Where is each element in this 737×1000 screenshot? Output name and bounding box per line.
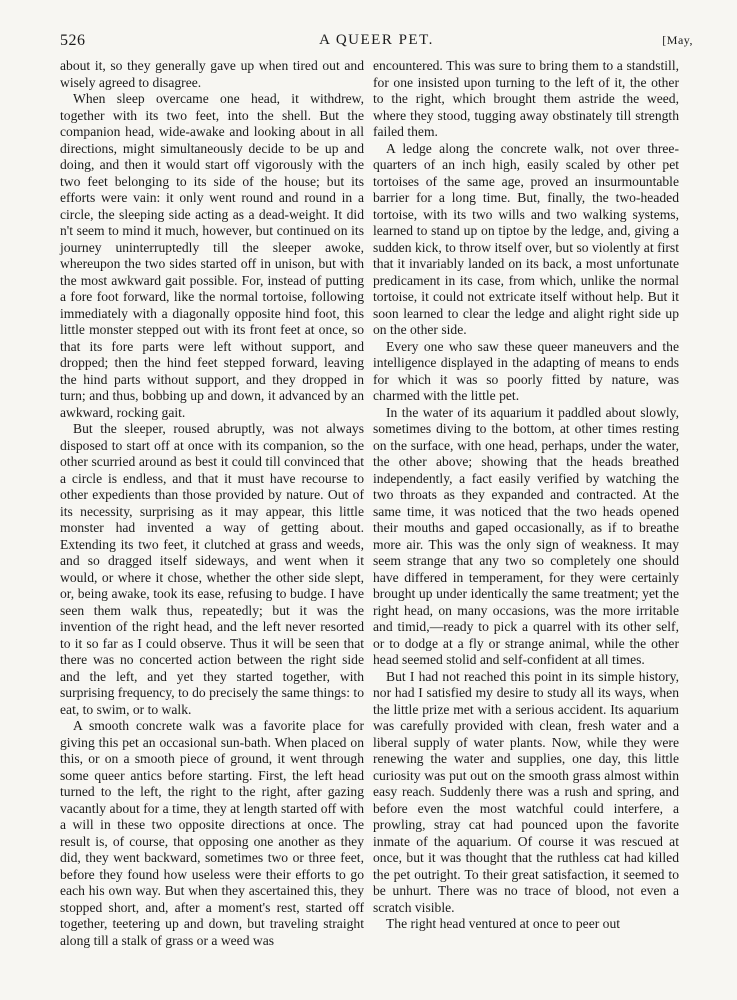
paragraph: A smooth concrete walk was a favorite place for giving this pet an occasional sun-bath. When placed on this, or on a smooth piece of ground, it went through some queer antics before starting. First, the left head turned to the left, the right to the right, after gazing vacantly about for a time, they at length started off with a will in these two opposite directions at once. The result is, of course, that opposing one another as they did, they went backward, sometimes two or three feet, before they found how useless were their efforts to go each his own way. But when they ascertained this, they stopped short, and, after a moment's rest, started off together, teetering up and down, but traveling straight along till a stalk of grass or a weed was (60, 718, 364, 948)
paragraph: But the sleeper, roused abruptly, was not always disposed to start off at once with its companion, so the other scurried around as best it could till convinced that a circle is endless, and that it must have recourse to other expedients than those provided by nature. Out of its necessity, surprising as it may appear, this little monster had invented a way of getting about. Extending its two feet, it clutched at grass and weeds, and so dragged itself sideways, and went when it would, or where it chose, whether the other side slept, or, being awake, took its ease, refusing to budge. I have seen them walk thus, repeatedly; but it was the invention of the right head, and the left never resorted to it so far as I could observe. Thus it will be seen that there was no concerted action between the right side and the left, and yet they started together, with surprising frequency, to do precisely the same things: to eat, to swim, or to walk. (60, 421, 364, 717)
right-column (373, 58, 679, 933)
running-title: A QUEER PET. (319, 32, 434, 48)
paragraph: Every one who saw these queer maneuvers and the intelligence displayed in the adapting of means to ends for which it was so poorly fitted by nature, was charmed with the little pet. (373, 338, 679, 403)
paragraph: When sleep overcame one head, it withdrew, together with its two feet, into the shell. But the companion head, wide-awake and looking about in all directions, might simultaneously decide to be up and doing, and then it would start off vigorously with the two feet belonging to its side of the house; but its efforts were vain: it only went round and round in a circle, the sleeping side acting as a dead-weight. It did n't seem to mind it much, however, but continued on its journey uninterruptedly till the sleeper awoke, whereupon the two sides started off in unison, but with the most awkward gait possible. For, instead of putting a fore foot forward, like the normal tortoise, following immediately with a diagonally opposite hind foot, this little monster stepped out with its front feet at once, so that its fore parts were left without support, and dropped; then the hind feet stepped forward, leaving the hind parts without support, and they dropped in turn; and thus, bobbing up and down, it advanced by an awkward, rocking gait. (60, 91, 364, 420)
paragraph: The right head ventured at once to peer out (386, 916, 621, 931)
issue-month: [May, (662, 33, 693, 47)
paragraph: about it, so they generally gave up when tired out and wisely agreed to disagree. (60, 58, 364, 90)
paragraph: A ledge along the concrete walk, not over three-quarters of an inch high, easily scaled by other pet tortoises of the same age, proved an insurmountable barrier for a long time. But, finally, the two-headed tortoise, with its two wills and two walking systems, learned to stand up on tiptoe by the ledge, and, giving a sudden kick, to throw itself over, but so violently at first that it invariably landed on its back, a most unfortunate predicament in its case, from which, unlike the normal tortoise, it could not extricate itself without help. But it soon learned to clear the ledge and alight right side up on the other side. (373, 140, 679, 337)
paragraph: encountered. This was sure to bring them to a standstill, for one insisted upon turning to the left of it, the other to the right, which brought them astride the weed, where they stood, tugging away obstinately till strength failed them. (373, 58, 679, 139)
paragraph: In the water of its aquarium it paddled about slowly, sometimes diving to the bottom, at other times resting on the surface, with one head, perhaps, under the water, the other above; showing that the heads breathed independently, a fact easily verified by watching the two throats as they expanded and contracted. At the same time, it was noticed that the two heads opened their mouths and gaped occasionally, as if to breathe more air. This was the only sign of weakness. It may seem strange that any two so completely one should have differed in temperament, for they were certainly brought up under identically the same treatment; yet the right head, on many occasions, was the more irritable and timid,—ready to pick a quarrel with its other self, or to dodge at a fly or strange animal, while the other head seemed stolid and self-confident at all times. (373, 404, 679, 667)
paragraph: But I had not reached this point in its simple history, nor had I satisfied my desire to study all its ways, when the little prize met with a serious accident. Its aquarium was carefully provided with clean, fresh water and a liberal supply of water plants. Now, while they were renewing the water and supplies, one day, this little curiosity was put out on the smooth grass almost within easy reach. Suddenly there was a rush and spring, and before even the most watchful could interfere, a prowling, stray cat had pounced upon the favorite inmate of the aquarium. Of course it was rescued at once, but it was thought that the ruthless cat had killed the pet outright. To their great satisfaction, it seemed to be unhurt. There was no trace of blood, not even a scratch visible. (373, 668, 679, 915)
running-header (60, 32, 693, 54)
page-number: 526 (60, 32, 86, 49)
left-column (60, 58, 364, 949)
